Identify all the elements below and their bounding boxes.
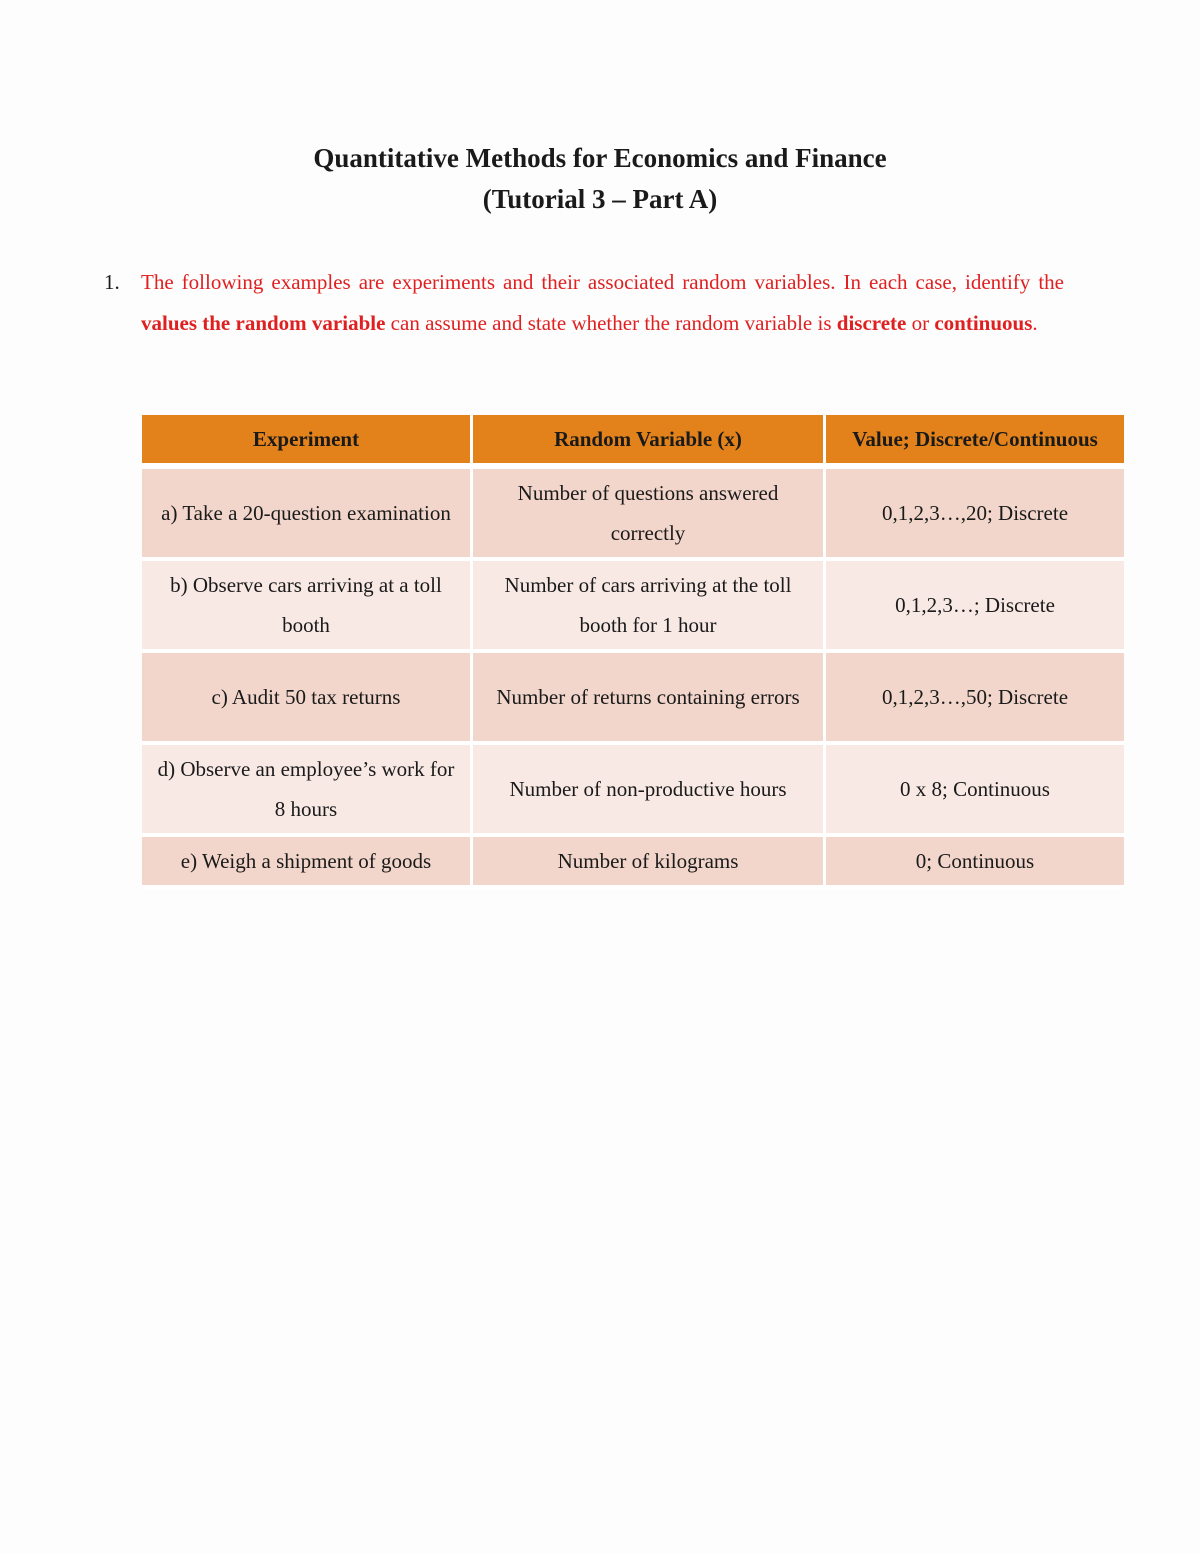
question-emphasis-values: values the random variable	[141, 310, 386, 335]
question-text-part: .	[1032, 310, 1038, 335]
table-row	[142, 837, 1124, 889]
table-row	[142, 653, 1124, 745]
page-title: Quantitative Methods for Economics and Finance	[313, 143, 887, 173]
question-text	[141, 262, 1064, 343]
column-header-experiment: Experiment	[142, 415, 473, 469]
table-row	[142, 745, 1124, 837]
cell-value: 0,1,2,3…,50; Discrete	[826, 653, 1124, 745]
question-emphasis-discrete: discrete	[836, 310, 907, 335]
cell-random-variable: Number of non-productive hours	[473, 745, 826, 837]
data-table	[142, 415, 1124, 889]
question-1	[104, 262, 1064, 343]
table-row	[142, 561, 1124, 653]
cell-value: 0,1,2,3…,20; Discrete	[826, 469, 1124, 561]
cell-value: 0; Continuous	[826, 837, 1124, 889]
question-number: 1.	[104, 270, 120, 294]
cell-experiment: e) Weigh a shipment of goods	[142, 837, 473, 889]
cell-experiment: c) Audit 50 tax returns	[142, 653, 473, 745]
cell-random-variable: Number of returns containing errors	[473, 653, 826, 745]
question-text-part: or	[906, 310, 935, 335]
cell-random-variable: Number of cars arriving at the toll booth for 1 hour	[473, 561, 826, 653]
question-text-part: The following examples are experiments and their associated random variables. In each case, identify the	[141, 270, 1064, 294]
question-emphasis-continuous: continuous	[934, 310, 1033, 335]
table-row	[142, 469, 1124, 561]
column-header-random-variable: Random Variable (x)	[473, 415, 826, 469]
cell-experiment: a) Take a 20-question examination	[142, 469, 473, 561]
random-variables-table	[142, 415, 1124, 889]
cell-experiment: b) Observe cars arriving at a toll booth	[142, 561, 473, 653]
table-header-row	[142, 415, 1124, 469]
column-header-value: Value; Discrete/Continuous	[826, 415, 1124, 469]
cell-value: 0,1,2,3…; Discrete	[826, 561, 1124, 653]
cell-random-variable: Number of questions answered correctly	[473, 469, 826, 561]
page-subtitle: (Tutorial 3 – Part A)	[482, 184, 718, 214]
question-text-part: can assume and state whether the random variable is	[385, 310, 837, 335]
cell-value: 0 x 8; Continuous	[826, 745, 1124, 837]
cell-experiment: d) Observe an employee’s work for 8 hours	[142, 745, 473, 837]
cell-random-variable: Number of kilograms	[473, 837, 826, 889]
